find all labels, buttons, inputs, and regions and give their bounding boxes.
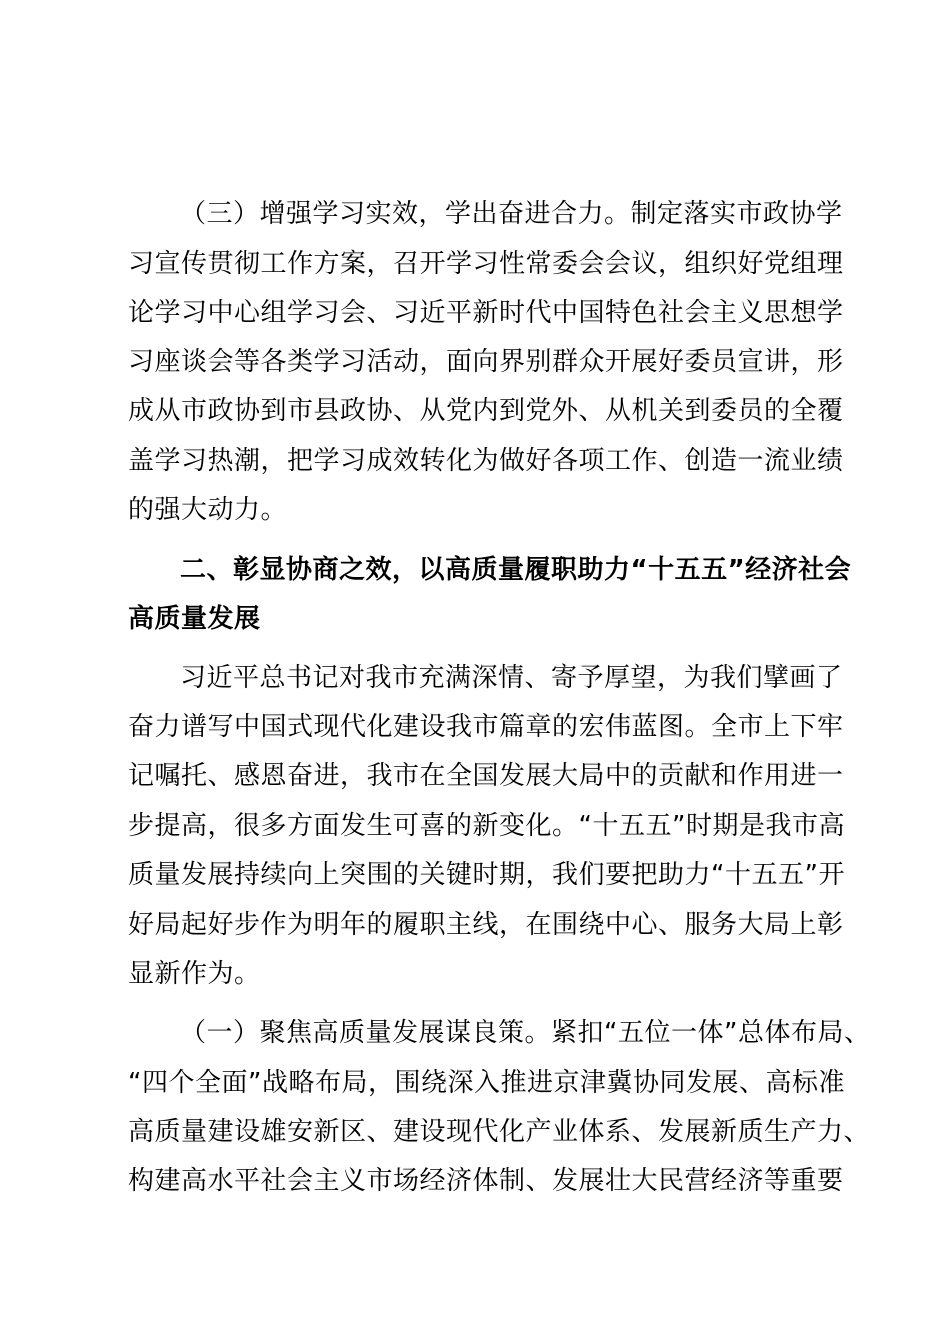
paragraph-1-line-5: 成从市政协到市县政协、从党内到党外、从机关到委员的全覆 xyxy=(128,396,844,426)
paragraph-2-line-4: 步提高，很多方面发生可喜的新变化。“十五五”时期是我市高 xyxy=(128,811,845,841)
section-heading-line-2: 高质量发展 xyxy=(128,604,261,634)
paragraph-1-line-7: 的强大动力。 xyxy=(128,495,288,525)
paragraph-2-line-1: 习近平总书记对我市充满深情、寄予厚望，为我们擘画了 xyxy=(180,663,843,693)
paragraph-3-line-4: 构建高水平社会主义市场经济体制、发展壮大民营经济等重要 xyxy=(128,1166,844,1196)
section-heading-line-1: 二、彰显协商之效，以高质量履职助力“十五五”经济社会 xyxy=(180,555,852,585)
paragraph-1-line-6: 盖学习热潮，把学习成效转化为做好各项工作、创造一流业绩 xyxy=(128,446,844,476)
paragraph-2-line-7: 显新作为。 xyxy=(128,959,261,989)
paragraph-3-line-2: “四个全面”战略布局，围绕深入推进京津冀协同发展、高标准 xyxy=(128,1068,845,1098)
paragraph-1-line-1: （三）增强学习实效，学出奋进合力。制定落实市政协学 xyxy=(180,199,843,229)
paragraph-2-line-6: 好局起好步作为明年的履职主线，在围绕中心、服务大局上彰 xyxy=(128,910,844,940)
paragraph-2-line-2: 奋力谱写中国式现代化建设我市篇章的宏伟蓝图。全市上下牢 xyxy=(128,712,844,742)
paragraph-2-line-5: 质量发展持续向上突围的关键时期，我们要把助力“十五五”开 xyxy=(128,860,845,890)
paragraph-1-line-2: 习宣传贯彻工作方案，召开学习性常委会会议，组织好党组理 xyxy=(128,249,844,279)
paragraph-2-line-3: 记嘱托、感恩奋进，我市在全国发展大局中的贡献和作用进一 xyxy=(128,761,844,791)
paragraph-3-line-1: （一）聚焦高质量发展谋良策。紧扣“五位一体”总体布局、 xyxy=(180,1018,871,1048)
paragraph-1-line-3: 论学习中心组学习会、习近平新时代中国特色社会主义思想学 xyxy=(128,298,844,328)
paragraph-3-line-3: 高质量建设雄安新区、建设现代化产业体系、发展新质生产力、 xyxy=(128,1117,871,1147)
paragraph-1-line-4: 习座谈会等各类学习活动，面向界别群众开展好委员宣讲，形 xyxy=(128,347,844,377)
